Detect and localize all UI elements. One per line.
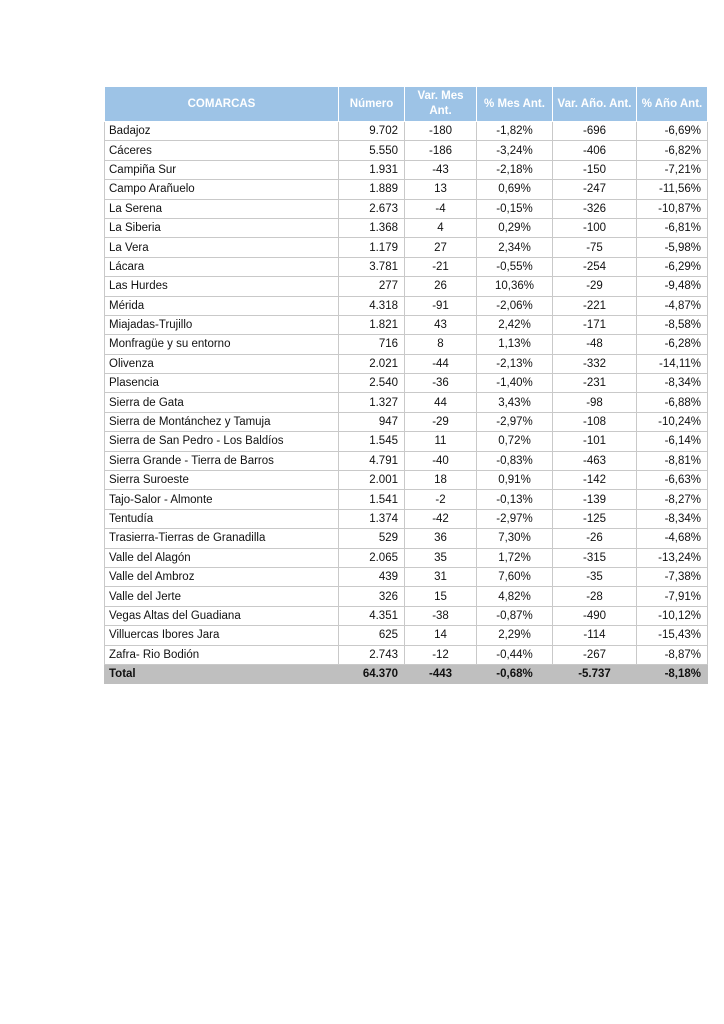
cell-var-mes: -180 [405, 122, 477, 141]
cell-comarca: Olivenza [105, 354, 339, 373]
table-row [105, 626, 708, 645]
cell-pct-ano: -6,29% [637, 257, 708, 276]
cell-numero: 1.931 [339, 160, 405, 179]
table-row [105, 277, 708, 296]
cell-var-ano: -75 [553, 238, 637, 257]
cell-pct-ano: -6,69% [637, 122, 708, 141]
cell-comarca: Tajo-Salor - Almonte [105, 490, 339, 509]
cell-pct-ano: -8,34% [637, 374, 708, 393]
cell-var-mes: -40 [405, 451, 477, 470]
table-row [105, 335, 708, 354]
cell-var-ano: -326 [553, 199, 637, 218]
cell-pct-mes: 0,91% [477, 471, 553, 490]
cell-var-ano: -696 [553, 122, 637, 141]
cell-pct-ano: -7,38% [637, 567, 708, 586]
cell-comarca: La Serena [105, 199, 339, 218]
cell-comarca: Villuercas Ibores Jara [105, 626, 339, 645]
table-row [105, 160, 708, 179]
cell-pct-mes: -2,97% [477, 509, 553, 528]
cell-pct-mes: -2,06% [477, 296, 553, 315]
cell-numero: 1.889 [339, 180, 405, 199]
cell-var-mes: 14 [405, 626, 477, 645]
cell-pct-mes: -0,44% [477, 645, 553, 664]
cell-pct-mes: -0,15% [477, 199, 553, 218]
cell-var-mes: 31 [405, 567, 477, 586]
cell-pct-mes: -0,87% [477, 606, 553, 625]
cell-pct-ano: -4,87% [637, 296, 708, 315]
cell-pct-ano: -10,24% [637, 412, 708, 431]
total-var-ano: -5.737 [553, 664, 637, 683]
table-row [105, 122, 708, 141]
cell-numero: 947 [339, 412, 405, 431]
cell-comarca: Valle del Alagón [105, 548, 339, 567]
cell-var-ano: -406 [553, 141, 637, 160]
cell-numero: 2.021 [339, 354, 405, 373]
cell-numero: 4.351 [339, 606, 405, 625]
cell-pct-ano: -6,82% [637, 141, 708, 160]
cell-var-mes: 35 [405, 548, 477, 567]
cell-comarca: Sierra Suroeste [105, 471, 339, 490]
cell-comarca: Cáceres [105, 141, 339, 160]
comarcas-table-container [104, 86, 707, 684]
table-row [105, 490, 708, 509]
cell-comarca: Mérida [105, 296, 339, 315]
cell-pct-mes: 0,29% [477, 218, 553, 237]
cell-comarca: Zafra- Rio Bodión [105, 645, 339, 664]
table-row [105, 412, 708, 431]
header-var-ano: Var. Año. Ant. [553, 87, 637, 122]
cell-numero: 1.368 [339, 218, 405, 237]
cell-pct-ano: -14,11% [637, 354, 708, 373]
cell-pct-mes: 4,82% [477, 587, 553, 606]
cell-comarca: Campiña Sur [105, 160, 339, 179]
cell-pct-mes: -1,40% [477, 374, 553, 393]
cell-var-ano: -35 [553, 567, 637, 586]
cell-numero: 2.673 [339, 199, 405, 218]
cell-comarca: La Siberia [105, 218, 339, 237]
cell-var-ano: -100 [553, 218, 637, 237]
header-pct-mes: % Mes Ant. [477, 87, 553, 122]
cell-var-mes: 44 [405, 393, 477, 412]
cell-pct-mes: -2,18% [477, 160, 553, 179]
cell-var-ano: -221 [553, 296, 637, 315]
cell-pct-mes: 10,36% [477, 277, 553, 296]
cell-pct-mes: 0,72% [477, 432, 553, 451]
cell-numero: 326 [339, 587, 405, 606]
cell-comarca: Monfragüe y su entorno [105, 335, 339, 354]
header-pct-ano: % Año Ant. [637, 87, 708, 122]
cell-var-ano: -125 [553, 509, 637, 528]
cell-numero: 625 [339, 626, 405, 645]
cell-pct-ano: -8,81% [637, 451, 708, 470]
cell-numero: 2.001 [339, 471, 405, 490]
table-row [105, 587, 708, 606]
table-row [105, 354, 708, 373]
cell-var-ano: -98 [553, 393, 637, 412]
cell-pct-mes: 2,34% [477, 238, 553, 257]
cell-pct-mes: -0,13% [477, 490, 553, 509]
cell-pct-ano: -6,28% [637, 335, 708, 354]
cell-var-mes: 36 [405, 529, 477, 548]
cell-pct-mes: -2,97% [477, 412, 553, 431]
cell-pct-mes: 7,60% [477, 567, 553, 586]
cell-var-mes: -36 [405, 374, 477, 393]
cell-var-ano: -101 [553, 432, 637, 451]
cell-var-mes: 4 [405, 218, 477, 237]
cell-var-mes: 43 [405, 315, 477, 334]
cell-var-mes: -186 [405, 141, 477, 160]
cell-var-ano: -490 [553, 606, 637, 625]
cell-var-ano: -267 [553, 645, 637, 664]
cell-var-mes: 18 [405, 471, 477, 490]
cell-var-ano: -171 [553, 315, 637, 334]
cell-var-mes: -4 [405, 199, 477, 218]
cell-var-mes: -29 [405, 412, 477, 431]
cell-pct-mes: 2,29% [477, 626, 553, 645]
cell-pct-ano: -8,34% [637, 509, 708, 528]
header-var-mes: Var. Mes Ant. [405, 87, 477, 122]
cell-var-mes: 15 [405, 587, 477, 606]
cell-pct-ano: -6,63% [637, 471, 708, 490]
cell-pct-mes: -3,24% [477, 141, 553, 160]
cell-comarca: Trasierra-Tierras de Granadilla [105, 529, 339, 548]
cell-pct-ano: -15,43% [637, 626, 708, 645]
table-row [105, 141, 708, 160]
total-var-mes: -443 [405, 664, 477, 683]
table-row [105, 567, 708, 586]
cell-var-ano: -142 [553, 471, 637, 490]
total-label: Total [105, 664, 339, 683]
cell-pct-ano: -13,24% [637, 548, 708, 567]
header-row [105, 87, 708, 122]
cell-pct-mes: 2,42% [477, 315, 553, 334]
cell-pct-mes: -1,82% [477, 122, 553, 141]
table-row [105, 180, 708, 199]
cell-comarca: Las Hurdes [105, 277, 339, 296]
cell-var-mes: 26 [405, 277, 477, 296]
table-row [105, 374, 708, 393]
table-row [105, 218, 708, 237]
cell-comarca: Campo Arañuelo [105, 180, 339, 199]
cell-numero: 1.374 [339, 509, 405, 528]
table-row [105, 257, 708, 276]
cell-numero: 1.179 [339, 238, 405, 257]
table-row [105, 529, 708, 548]
cell-comarca: Sierra de San Pedro - Los Baldíos [105, 432, 339, 451]
table-row [105, 509, 708, 528]
table-row [105, 548, 708, 567]
cell-var-mes: -38 [405, 606, 477, 625]
cell-comarca: Vegas Altas del Guadiana [105, 606, 339, 625]
cell-pct-ano: -8,58% [637, 315, 708, 334]
cell-var-mes: -2 [405, 490, 477, 509]
cell-pct-mes: 0,69% [477, 180, 553, 199]
header-numero: Número [339, 87, 405, 122]
cell-pct-mes: -2,13% [477, 354, 553, 373]
table-row [105, 315, 708, 334]
cell-var-mes: -91 [405, 296, 477, 315]
cell-pct-ano: -6,81% [637, 218, 708, 237]
table-header [105, 87, 708, 122]
cell-var-ano: -29 [553, 277, 637, 296]
cell-var-mes: -42 [405, 509, 477, 528]
table-row [105, 238, 708, 257]
cell-pct-ano: -11,56% [637, 180, 708, 199]
table-row [105, 471, 708, 490]
cell-pct-ano: -6,88% [637, 393, 708, 412]
cell-pct-mes: 1,72% [477, 548, 553, 567]
cell-var-mes: -43 [405, 160, 477, 179]
cell-var-ano: -231 [553, 374, 637, 393]
cell-numero: 2.743 [339, 645, 405, 664]
cell-var-ano: -26 [553, 529, 637, 548]
cell-comarca: Sierra de Gata [105, 393, 339, 412]
table-row [105, 296, 708, 315]
cell-comarca: Sierra de Montánchez y Tamuja [105, 412, 339, 431]
header-comarcas: COMARCAS [105, 87, 339, 122]
cell-comarca: Plasencia [105, 374, 339, 393]
cell-comarca: Valle del Jerte [105, 587, 339, 606]
cell-numero: 1.545 [339, 432, 405, 451]
cell-pct-mes: 1,13% [477, 335, 553, 354]
cell-var-mes: 13 [405, 180, 477, 199]
cell-pct-ano: -4,68% [637, 529, 708, 548]
table-body [105, 122, 708, 665]
cell-var-mes: 11 [405, 432, 477, 451]
table-footer [105, 664, 708, 683]
table-row [105, 432, 708, 451]
comarcas-table [104, 86, 708, 684]
cell-var-ano: -28 [553, 587, 637, 606]
cell-numero: 1.821 [339, 315, 405, 334]
total-pct-mes: -0,68% [477, 664, 553, 683]
cell-pct-mes: 3,43% [477, 393, 553, 412]
cell-comarca: Badajoz [105, 122, 339, 141]
cell-comarca: Lácara [105, 257, 339, 276]
cell-pct-ano: -7,21% [637, 160, 708, 179]
cell-comarca: Valle del Ambroz [105, 567, 339, 586]
cell-var-mes: -21 [405, 257, 477, 276]
cell-var-ano: -332 [553, 354, 637, 373]
cell-pct-ano: -10,87% [637, 199, 708, 218]
cell-pct-ano: -7,91% [637, 587, 708, 606]
cell-var-ano: -48 [553, 335, 637, 354]
cell-numero: 2.540 [339, 374, 405, 393]
cell-var-mes: 27 [405, 238, 477, 257]
cell-var-ano: -139 [553, 490, 637, 509]
cell-pct-ano: -10,12% [637, 606, 708, 625]
cell-numero: 439 [339, 567, 405, 586]
table-row [105, 393, 708, 412]
cell-var-ano: -463 [553, 451, 637, 470]
cell-var-ano: -247 [553, 180, 637, 199]
table-row [105, 451, 708, 470]
cell-pct-ano: -9,48% [637, 277, 708, 296]
cell-pct-ano: -8,27% [637, 490, 708, 509]
cell-comarca: Tentudía [105, 509, 339, 528]
table-row [105, 606, 708, 625]
cell-numero: 5.550 [339, 141, 405, 160]
cell-var-mes: -44 [405, 354, 477, 373]
cell-numero: 529 [339, 529, 405, 548]
cell-pct-mes: -0,83% [477, 451, 553, 470]
total-pct-ano: -8,18% [637, 664, 708, 683]
table-row [105, 199, 708, 218]
cell-var-ano: -108 [553, 412, 637, 431]
cell-comarca: La Vera [105, 238, 339, 257]
cell-var-ano: -254 [553, 257, 637, 276]
cell-pct-mes: 7,30% [477, 529, 553, 548]
cell-numero: 2.065 [339, 548, 405, 567]
cell-var-ano: -315 [553, 548, 637, 567]
cell-numero: 4.318 [339, 296, 405, 315]
cell-numero: 1.541 [339, 490, 405, 509]
cell-var-mes: 8 [405, 335, 477, 354]
cell-var-mes: -12 [405, 645, 477, 664]
cell-numero: 1.327 [339, 393, 405, 412]
cell-numero: 9.702 [339, 122, 405, 141]
cell-comarca: Sierra Grande - Tierra de Barros [105, 451, 339, 470]
cell-comarca: Miajadas-Trujillo [105, 315, 339, 334]
cell-pct-mes: -0,55% [477, 257, 553, 276]
cell-pct-ano: -8,87% [637, 645, 708, 664]
cell-var-ano: -150 [553, 160, 637, 179]
cell-var-ano: -114 [553, 626, 637, 645]
total-numero: 64.370 [339, 664, 405, 683]
cell-numero: 277 [339, 277, 405, 296]
table-row [105, 645, 708, 664]
cell-numero: 716 [339, 335, 405, 354]
total-row [105, 664, 708, 683]
cell-numero: 4.791 [339, 451, 405, 470]
cell-pct-ano: -5,98% [637, 238, 708, 257]
cell-numero: 3.781 [339, 257, 405, 276]
cell-pct-ano: -6,14% [637, 432, 708, 451]
